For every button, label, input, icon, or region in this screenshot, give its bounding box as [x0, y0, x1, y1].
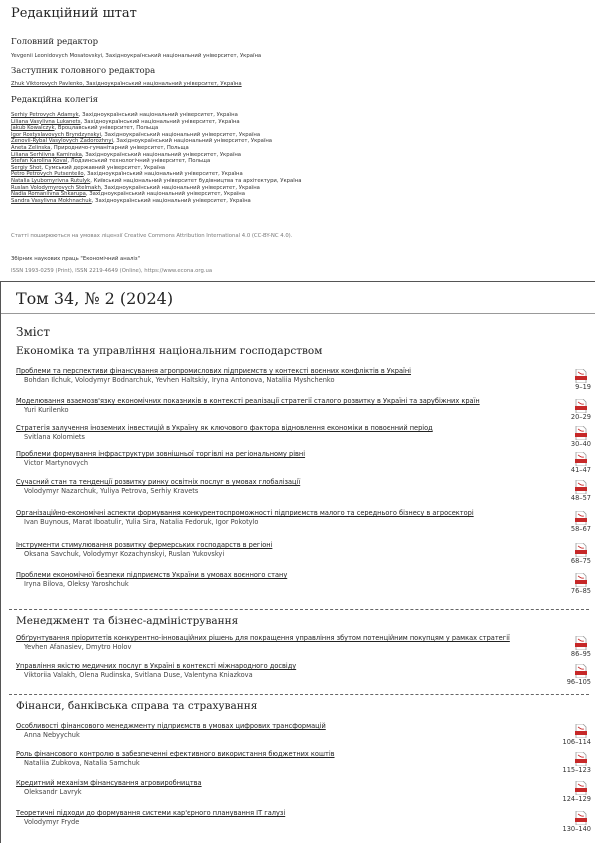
pdf-icon[interactable] — [575, 781, 587, 795]
college-member[interactable] — [11, 158, 210, 164]
article-entry — [16, 367, 546, 385]
article-entry — [16, 779, 546, 797]
article-entry — [16, 450, 546, 468]
pdf-icon[interactable] — [575, 452, 587, 466]
article-authors: Yuri Kurilenko — [24, 406, 69, 414]
member-name[interactable]: Serhiy Petrovych Adamyk — [11, 112, 79, 118]
article-title-link[interactable]: Проблеми та перспективи фінансування агропромислових підприємств у контексті воєнних конфліктів в Україні — [16, 367, 412, 375]
member-affiliation: , Західноукраїнський національний університет, Україна — [112, 138, 273, 145]
college-member[interactable] — [11, 185, 260, 191]
article-title-link[interactable]: Теоретичні підходи до формування системи кар'єрного планування IT галузі — [16, 809, 286, 817]
member-name[interactable]: Sandra Vasylivna Mokhnachuk — [11, 197, 92, 204]
section-heading: Економіка та управління національним господарством — [16, 345, 323, 357]
member-affiliation: , Західноукраїнський національний університет, Україна — [100, 184, 260, 191]
member-affiliation: , Західноукраїнський національний університет, Україна — [85, 191, 245, 198]
pdf-icon[interactable] — [575, 369, 587, 383]
college-member[interactable] — [11, 138, 272, 144]
college-member[interactable] — [11, 152, 241, 158]
college-member[interactable] — [11, 191, 245, 197]
article-title-link[interactable]: Організаційно-економічні аспекти формування конкурентоспроможності підприємств малого та середнього бізнесу в агросекторі — [16, 509, 474, 517]
article-entry — [16, 478, 546, 496]
pdf-icon[interactable] — [575, 752, 587, 766]
pdf-icon[interactable] — [575, 426, 587, 440]
article-authors: Yevhen Afanasiev, Dmytro Holov — [24, 643, 132, 651]
member-affiliation: , Лодзинський технологічний університет, Польща — [67, 158, 211, 165]
chief-editor-label: Головний редактор — [11, 37, 99, 47]
article-title-link[interactable]: Проблеми формування інфраструктури зовнішньої торгівлі на регіональному рівні — [16, 450, 306, 458]
issue-title: Том 34, № 2 (2024) — [16, 289, 174, 308]
article-authors: Bohdan Ilchuk, Volodymyr Bodnarchuk, Yevhen Haltskiy, Iryna Antonova, Nataliia Myshchenko — [24, 376, 335, 384]
deputy-editor[interactable]: Zhuk Viktorovych Pavlenko, Західноукраїнський національний університет, Україна — [11, 81, 242, 87]
article-entry — [16, 397, 546, 415]
article-authors: Viktoriia Valakh, Olena Rudinska, Svitlana Duse, Valentyna Kniazkova — [24, 671, 253, 679]
member-name[interactable]: Liliana Serhiivna Kaminska — [11, 151, 82, 158]
member-name[interactable]: Natalia Lyubomyrivna Rutulyk — [11, 178, 91, 184]
article-title-link[interactable]: Моделювання взаємозв'язку економічних показників в контексті реалізації стратегії сталого розвитку в Україні та зарубіжних країн — [16, 397, 480, 405]
pdf-icon[interactable] — [575, 664, 587, 678]
college-member[interactable] — [11, 165, 165, 171]
college-member[interactable] — [11, 198, 251, 204]
college-member[interactable] — [11, 178, 301, 184]
article-pages: 76–85 — [570, 587, 591, 595]
member-affiliation: , Вроцлавський університет, Польща — [54, 125, 159, 132]
pdf-icon[interactable] — [575, 573, 587, 587]
member-affiliation: , Природничо-гуманітарний університет, Польща — [50, 145, 189, 151]
article-authors: Oksana Savchuk, Volodymyr Kozachynskyi, Ruslan Yukovskyi — [24, 550, 225, 558]
issue-contents — [0, 281, 595, 843]
article-title-link[interactable]: Проблеми економічної безпеки підприємств України в умовах воєнного стану — [16, 571, 288, 579]
section-heading: Фінанси, банківська справа та страхування — [16, 700, 258, 712]
section-divider — [9, 609, 589, 610]
article-authors: Oleksandr Lavryk — [24, 788, 82, 796]
article-authors: Victor Martynovych — [24, 459, 88, 467]
article-pages: 130–140 — [562, 825, 591, 833]
member-name[interactable]: Liliana Vasylivna Lukanets — [11, 118, 81, 125]
article-pages: 9–19 — [575, 383, 591, 391]
college-member[interactable] — [11, 132, 260, 138]
article-entry — [16, 750, 546, 768]
collection-issn[interactable]: ISSN 1993-0259 (Print), ISSN 2219-4649 (Online), https://www.econa.org.ua — [11, 268, 213, 274]
article-title-link[interactable]: Інструменти стимулювання розвитку фермерських господарств в регіоні — [16, 541, 273, 549]
member-name[interactable]: Aneta Zelinska — [11, 145, 51, 151]
chief-editor: Yevgeniі Leonidovych Mosatovskyi, Західноукраїнський національний університет, Україна — [11, 53, 262, 59]
member-name[interactable]: Sergiy Shot — [11, 164, 42, 171]
college-member[interactable] — [11, 119, 240, 125]
college-label: Редакційна колегія — [11, 95, 99, 105]
article-authors: Volodymyr Nazarchuk, Yuliya Petrova, Serhiy Kravets — [24, 487, 199, 495]
article-entry — [16, 424, 546, 442]
article-pages: 30–40 — [570, 440, 591, 448]
article-entry — [16, 634, 546, 652]
article-entry — [16, 541, 546, 559]
section-divider — [9, 694, 589, 695]
deputy-editor-label: Заступник головного редактора — [11, 66, 156, 76]
article-pages: 48–57 — [570, 494, 591, 502]
member-affiliation: , Західноукраїнський національний університет, Україна — [78, 112, 238, 118]
pdf-icon[interactable] — [575, 511, 587, 525]
contents-heading: Зміст — [16, 325, 51, 339]
article-title-link[interactable]: Сучасний стан та тенденції розвитку ринку освітніх послуг в умовах глобалізації — [16, 478, 301, 486]
member-name[interactable]: Igor Rostyslavovych Bryndzynskyi — [11, 131, 101, 138]
article-entry — [16, 662, 546, 680]
article-entry — [16, 809, 546, 827]
pdf-icon[interactable] — [575, 811, 587, 825]
section-heading: Менеджмент та бізнес-адміністрування — [16, 615, 239, 627]
article-title-link[interactable]: Роль фінансового контролю в забезпеченні ефективного використання бюджетних коштів — [16, 750, 335, 758]
divider — [1, 313, 595, 314]
member-name[interactable]: Jakub Kowalczyk — [11, 125, 55, 132]
member-affiliation: , Західноукраїнський національний університет, Україна — [83, 171, 243, 178]
article-pages: 68–75 — [570, 557, 591, 565]
article-authors: Svitlana Kolomiets — [24, 433, 85, 441]
article-pages: 115–123 — [562, 766, 591, 774]
member-affiliation: , Західноукраїнський національний університет, Україна — [91, 197, 251, 204]
member-name[interactable]: Nadia Romaniivna Shkarupa — [11, 191, 86, 198]
college-member[interactable] — [11, 171, 243, 177]
article-entry — [16, 722, 546, 740]
member-affiliation: , Західноукраїнський національний університет, Україна — [80, 118, 240, 125]
board-heading: Редакційний штат — [11, 6, 137, 21]
article-title-link[interactable]: Особливості фінансового менеджменту підприємств в умовах цифрових трансформацій — [16, 722, 326, 730]
article-authors: Anna Nebyychuk — [24, 731, 80, 739]
pdf-icon[interactable] — [575, 724, 587, 738]
article-pages: 86–95 — [570, 650, 591, 658]
member-name[interactable]: Zenovii-Rybal Vasylovych Zadorozhnyi — [11, 138, 113, 145]
member-affiliation: , Київський національний університет будівництва та архітектури, Україна — [90, 178, 302, 184]
article-pages: 20–29 — [570, 413, 591, 421]
article-entry — [16, 571, 546, 589]
article-authors: Nataliia Zubkova, Natalia Samchuk — [24, 759, 140, 767]
member-name[interactable]: Petro Petrovych Putsenteilo — [11, 171, 84, 178]
article-pages: 41–47 — [570, 466, 591, 474]
article-title-link[interactable]: Кредитний механізм фінансування агровиробництва — [16, 779, 202, 787]
member-affiliation: , Західноукраїнський національний університет, Україна — [81, 151, 242, 158]
college-member[interactable] — [11, 145, 189, 151]
article-pages: 96–105 — [566, 678, 591, 686]
member-affiliation: , Західноукраїнський національний університет, Україна — [100, 131, 261, 138]
collection-title: Збірник наукових праць "Економічний аналіз" — [11, 256, 141, 262]
article-pages: 58–67 — [570, 525, 591, 533]
member-affiliation: , Сумський державний університет, Україна — [41, 164, 166, 171]
pdf-icon[interactable] — [575, 636, 587, 650]
license-text[interactable]: Статті поширюються на умовах ліцензії Creative Commons Attribution International 4.0 (CC-BY-NC 4.0). — [11, 233, 293, 239]
pdf-icon[interactable] — [575, 399, 587, 413]
article-pages: 124–129 — [562, 795, 591, 803]
pdf-icon[interactable] — [575, 480, 587, 494]
member-name[interactable]: Stefan Karolina Koval — [11, 158, 68, 165]
article-entry — [16, 509, 546, 527]
college-member[interactable] — [11, 112, 238, 118]
college-member[interactable] — [11, 125, 158, 131]
article-pages: 106–114 — [562, 738, 591, 746]
pdf-icon[interactable] — [575, 543, 587, 557]
article-title-link[interactable]: Стратегія залучення іноземних інвестицій в Україну як ключового фактора відновлення економіки в повоєнний період — [16, 424, 433, 432]
article-title-link[interactable]: Обґрунтування пріоритетів конкурентно-інноваційних рішень для покращення управління збутом потенційним покупцям у рамках стратегії — [16, 634, 510, 642]
editorial-board — [0, 0, 595, 280]
article-authors: Volodymyr Fryde — [24, 818, 80, 826]
article-authors: Ivan Buynous, Marat Iboatulir, Yulia Sira, Natalia Fedoruk, Igor Pokotylo — [24, 518, 259, 526]
member-name[interactable]: Ruslan Volodymyrovych Stelmakh — [11, 184, 101, 191]
article-authors: Iryna Bilova, Oleksy Yaroshchuk — [24, 580, 129, 588]
article-title-link[interactable]: Управління якістю медичних послуг в Україні в контексті міжнародного досвіду — [16, 662, 297, 670]
